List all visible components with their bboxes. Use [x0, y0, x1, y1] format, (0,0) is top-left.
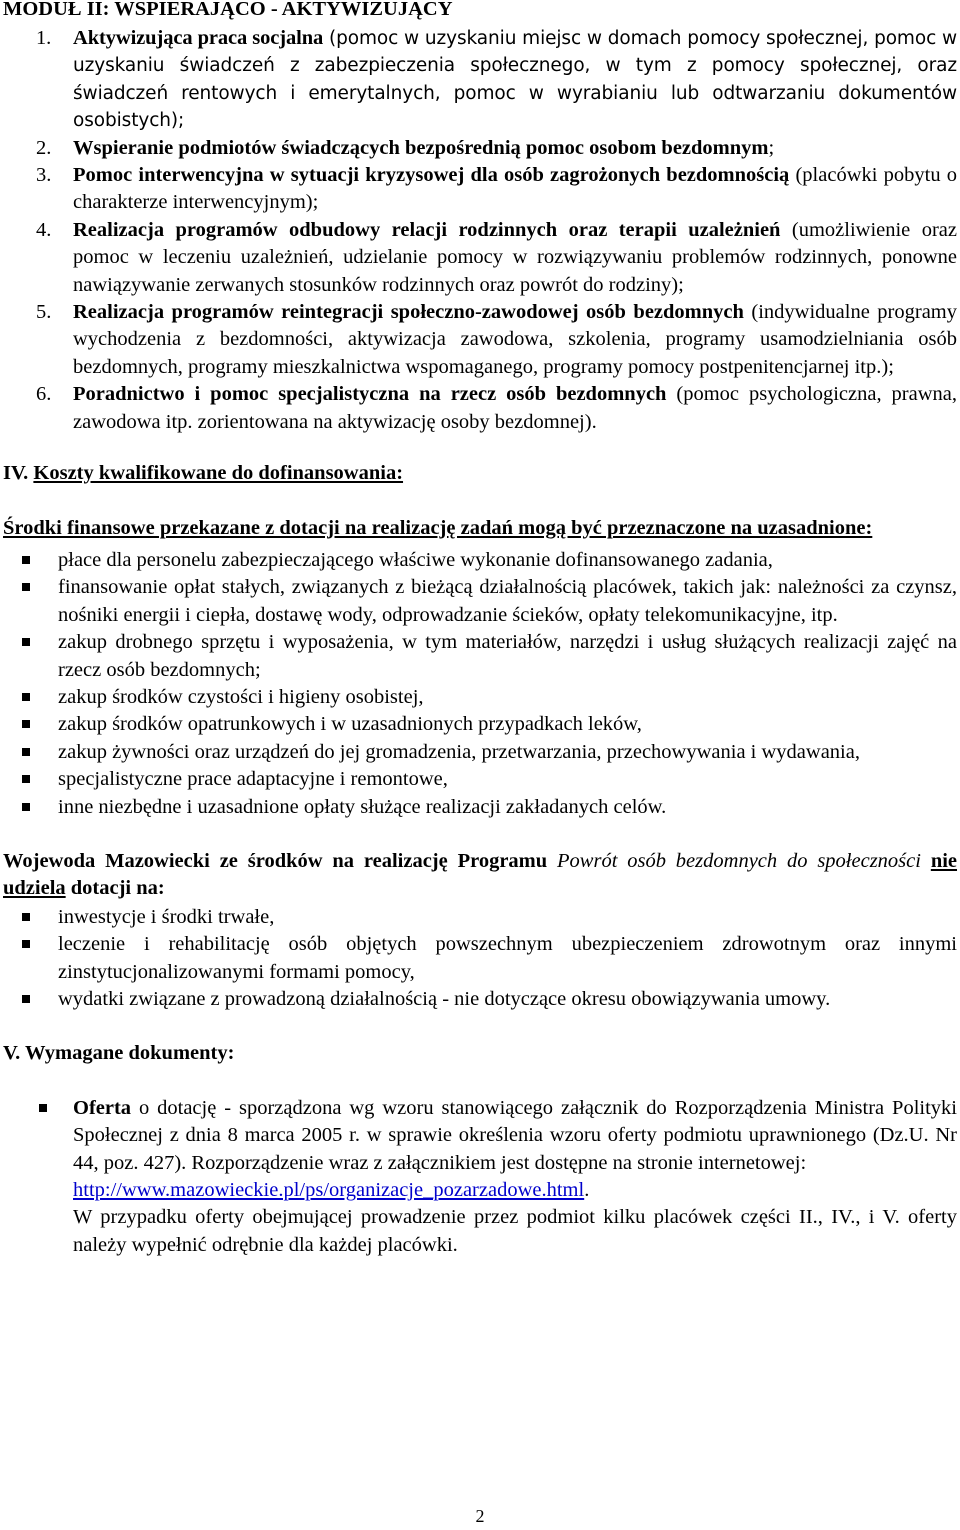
list-item [3, 986, 957, 1013]
square-bullet-icon [22, 940, 30, 948]
bullet-text: zakup środków opatrunkowych i w uzasadnionych przypadkach leków, [58, 713, 642, 736]
item-title: Realizacja programów reintegracji społeczno-zawodowej osób bezdomnych [73, 301, 744, 324]
section-title: Wymagane dokumenty: [25, 1042, 235, 1065]
costs-intro-text: Środki finansowe przekazane z dotacji na realizację zadań mogą być przeznaczone na uzasadnione: [3, 516, 873, 539]
item-title: Realizacja programów odbudowy relacji rodzinnych oraz terapii uzależnień [73, 218, 781, 241]
item-number: 5. [36, 301, 52, 324]
regulation-link[interactable]: http://www.mazowieckie.pl/ps/organizacje_pozarzadowe.html [73, 1179, 585, 1202]
list-item [3, 574, 957, 629]
section-heading-costs [3, 460, 957, 487]
square-bullet-icon [22, 995, 30, 1003]
bullet-text: leczenie i rehabilitację osób objętych powszechnym ubezpieczeniem zdrowotnym oraz innymi zinstytucjonalizowanymi formami pomocy, [58, 933, 957, 983]
item-number: 2. [36, 136, 52, 159]
bullet-text: płace dla personelu zabezpieczającego właściwe wykonanie dofinansowanego zadania, [58, 548, 773, 571]
item-text: (indywidualne programy wychodzenia z bezdomności, aktywizacja zawodowa, szkolenia, programy usamodzielniania osób bezdomnych, programy mieszkalnictwa wspomaganego, programy pomocy postpenitencjarnej itp.); [73, 301, 957, 378]
section-heading-documents [3, 1040, 957, 1067]
item-text: (umożliwienie oraz pomoc w leczeniu uzależnień, udzielanie pomocy w rozwiązywaniu problemów rodzinnych, ponowne nawiązywanie zerwanych stosunków rodzinnych oraz powrót do rodziny); [73, 218, 957, 296]
offer-label: Oferta [73, 1096, 132, 1119]
page-number: 2 [475, 1506, 485, 1526]
link-period: . [584, 1179, 590, 1202]
list-item [3, 794, 957, 821]
bullet-text: zakup żywności oraz urządzeń do jej gromadzenia, przetwarzania, przechowywania i wydawania, [58, 740, 860, 763]
square-bullet-icon [22, 748, 30, 756]
square-bullet-icon [22, 638, 30, 646]
square-bullet-icon [39, 1104, 47, 1112]
exclusions-intro-text: Wojewoda Mazowiecki ze środków na realizację Programu [3, 849, 558, 872]
list-item [3, 931, 957, 986]
eligible-costs-list [3, 547, 957, 821]
item-number: 3. [36, 164, 52, 187]
list-item [3, 381, 957, 436]
square-bullet-icon [22, 720, 30, 728]
item-title: Pomoc interwencyjna w sytuacji kryzysowej dla osób zagrożonych bezdomnością [73, 164, 790, 187]
list-item [3, 162, 957, 217]
item-title: Aktywizująca praca socjalna [73, 27, 324, 49]
bullet-text: zakup środków czystości i higieny osobistej, [58, 685, 424, 708]
not-granted-text: nie udziela [3, 849, 958, 900]
square-bullet-icon [22, 693, 30, 701]
excluded-costs-list [3, 904, 957, 1014]
list-item [3, 25, 957, 135]
list-item [3, 135, 957, 162]
list-item [3, 1095, 957, 1259]
item-title: Poradnictwo i pomoc specjalistyczna na rzecz osób bezdomnych [73, 383, 667, 406]
space [921, 850, 931, 872]
list-item [3, 766, 957, 793]
item-number: 4. [36, 218, 52, 241]
list-item [3, 217, 957, 299]
item-text: ; [768, 136, 775, 159]
section-number: IV. [3, 462, 34, 485]
program-name: Powrót osób bezdomnych do społeczności [557, 849, 921, 872]
item-number: 1. [36, 27, 52, 49]
list-item [3, 299, 957, 381]
bullet-text: zakup drobnego sprzętu i wyposażenia, w tym materiałów, narzędzi i usług służących realizacji zajęć na rzecz osób bezdomnych; [58, 631, 957, 681]
item-text: (pomoc psychologiczna, prawna, zawodowa itp. zorientowana na aktywizację osoby bezdomnej). [73, 383, 958, 433]
list-item [3, 629, 957, 684]
module-title: MODUŁ II: WSPIERAJĄCO - AKTYWIZUJĄCY [3, 0, 453, 20]
item-text: (pomoc w uzyskaniu miejsc w domach pomocy społecznej, pomoc w uzyskaniu świadczeń z zabezpieczenia społecznego, w tym z pomocy społecznej, oraz świadczeń rentowych i emerytalnych, pomoc w wyrabianiu lub odtwarzaniu dokumentów osobistych); [73, 28, 957, 132]
square-bullet-icon [22, 913, 30, 921]
exclusions-intro [3, 848, 957, 903]
bullet-text: finansowanie opłat stałych, związanych z bieżącą działalnością placówek, takich jak: należności za czynsz, nośniki energii i ciepła, dostawę wody, odprowadzanie ścieków, opłaty telekomunikacyjne, itp. [58, 576, 957, 626]
bullet-text: inwestycje i środki trwałe, [58, 905, 275, 928]
bullet-text: specjalistyczne prace adaptacyjne i remontowe, [58, 768, 448, 791]
item-number: 6. [36, 383, 52, 406]
square-bullet-icon [22, 583, 30, 591]
item-text: (placówki pobytu o charakterze interwencyjnym); [73, 164, 957, 214]
activity-list [3, 25, 957, 436]
bullet-text: wydatki związane z prowadzoną działalnością - nie dotyczące okresu obowiązywania umowy. [58, 988, 831, 1010]
square-bullet-icon [22, 556, 30, 564]
list-item [3, 684, 957, 711]
list-item [3, 904, 957, 931]
section-title: Koszty kwalifikowane do dofinansowania: [33, 462, 404, 485]
bullet-text: inne niezbędne i uzasadnione opłaty służące realizacji zakładanych celów. [58, 795, 667, 818]
exclusions-intro-end: dotacji na: [65, 877, 165, 900]
offer-text: o dotację - sporządzona wg wzoru stanowiącego załącznik do Rozporządzenia Ministra Polityki Społecznej z dnia 8 marca 2005 r. w sprawie określenia wzoru oferty podmiotu uprawnionego (Dz.U. Nr 44, poz. 427). Rozporządzenie wraz z załącznikiem jest dostępne na stronie internetowej: [73, 1096, 957, 1174]
section-number: V. [3, 1042, 26, 1065]
list-item [3, 739, 957, 766]
item-title: Wspieranie podmiotów świadczących bezpośrednią pomoc osobom bezdomnym [73, 136, 769, 159]
list-item [3, 547, 957, 574]
square-bullet-icon [22, 775, 30, 783]
offer-note: W przypadku oferty obejmującej prowadzenie przez podmiot kilku placówek części II., IV., i V. oferty należy wypełnić odrębnie dla każdej placówki. [73, 1206, 957, 1256]
documents-list [3, 1095, 957, 1259]
document-page [3, 0, 957, 1259]
costs-intro [3, 515, 957, 542]
list-item [3, 711, 957, 738]
square-bullet-icon [22, 803, 30, 811]
